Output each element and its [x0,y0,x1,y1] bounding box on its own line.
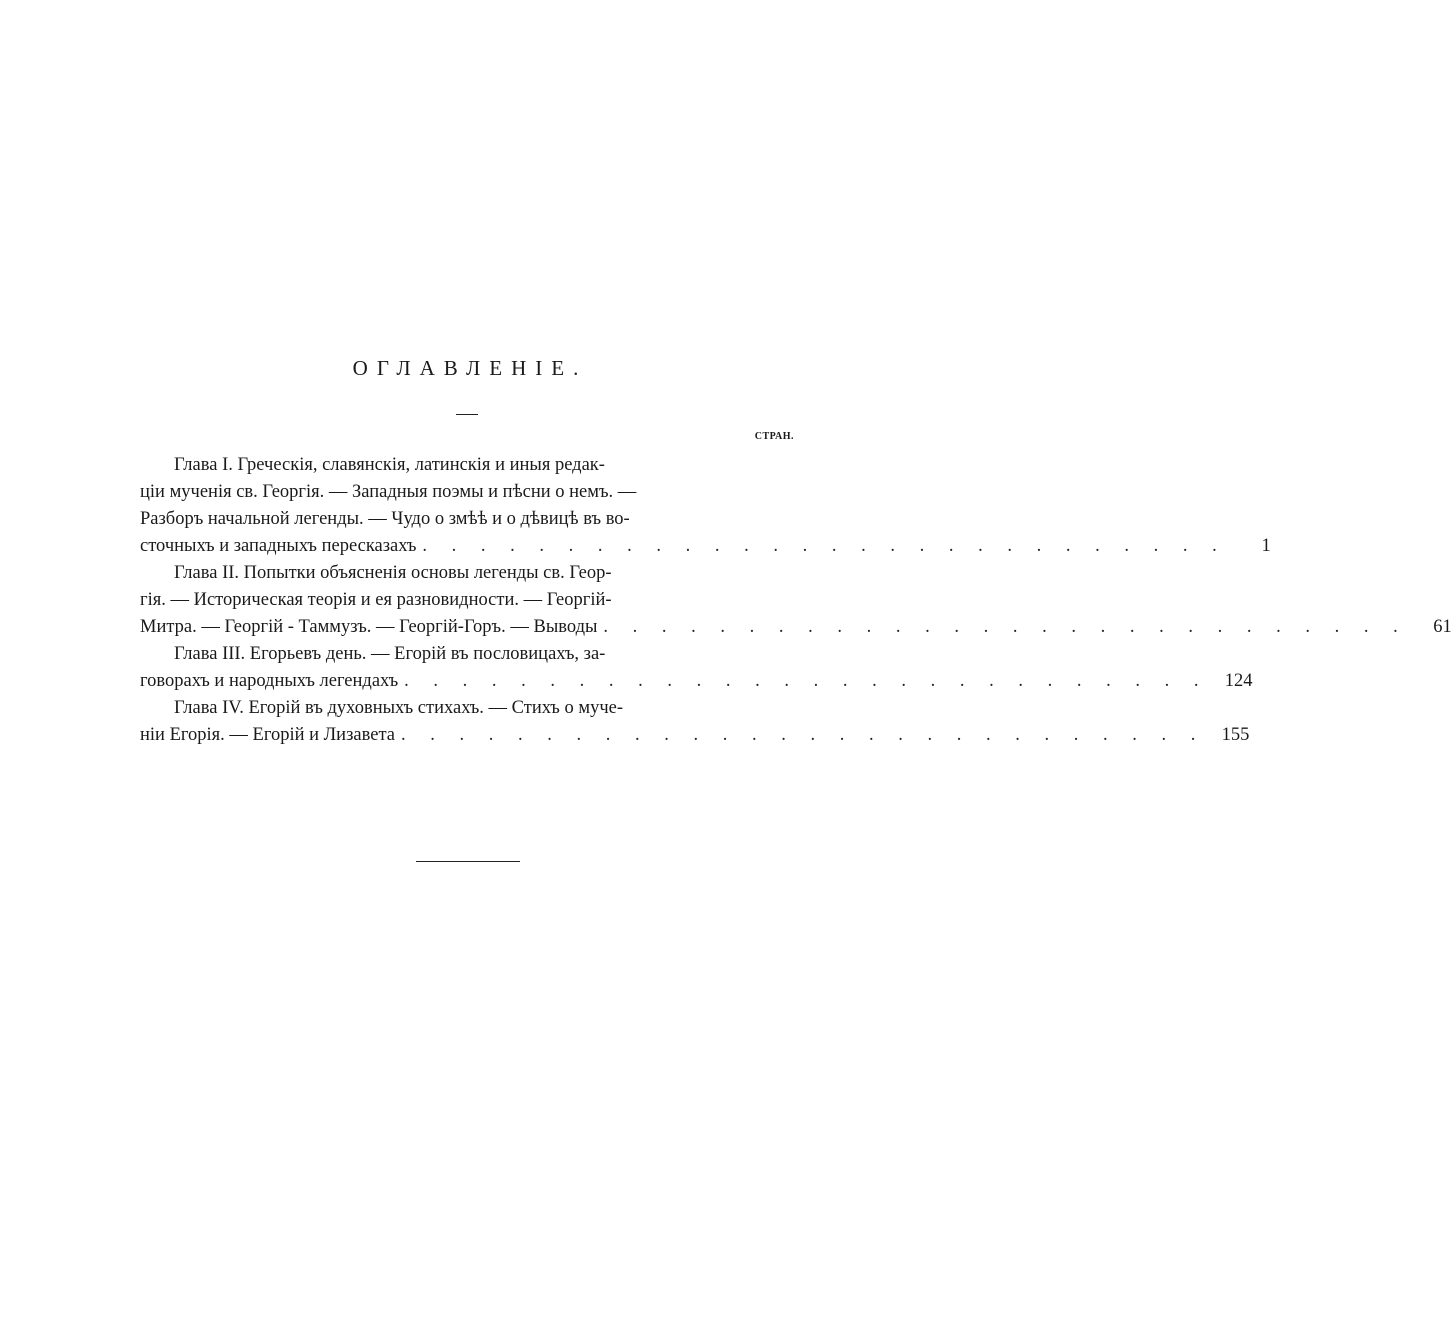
dot-leader: . . . . . . . . . . . . . . . . . . . . . . . . . . . . [422,536,1227,556]
toc-line-text: говорахъ и народныхъ легендахъ [140,671,399,691]
toc-line [140,668,1253,695]
toc-entry-chapter-2 [140,560,1452,641]
toc-entry-chapter-4 [140,695,1250,749]
page-title: ОГЛАВЛЕНІЕ. [352,356,588,380]
toc-line [140,452,746,479]
toc-line [140,560,746,587]
toc-line-text: Глава IV. Егорій въ духовныхъ стихахъ. — Стихъ о муче- [174,698,624,718]
toc-entry-chapter-3 [140,641,1253,695]
dot-leader: . . . . . . . . . . . . . . . . . . . . . . . . . . . . [400,725,1206,745]
toc-line-text: сточныхъ и западныхъ пересказахъ [140,536,417,556]
toc-line-text: Митра. — Георгій - Таммузъ. — Георгій-Горъ. — Выводы [140,617,598,637]
toc-line-text: гія. — Историческая теорія и ея разновидности. — Георгій- [140,590,612,610]
table-of-contents [140,452,1452,749]
title-divider [456,414,478,415]
toc-line [140,722,1250,749]
toc-page-number: 1 [1261,536,1271,556]
toc-line [140,506,746,533]
dot-leader: . . . . . . . . . . . . . . . . . . . . . . . . . . . . [603,617,1408,637]
toc-line-text: Глава I. Греческія, славянскія, латинскія и иныя редак- [174,455,605,475]
toc-line [140,533,1271,560]
toc-line [140,614,1452,641]
toc-line-text: ніи Егорія. — Егорій и Лизавета [140,725,395,745]
toc-page-number: 61 [1433,617,1452,637]
toc-line [140,641,746,668]
toc-line [140,695,746,722]
toc-line-text: Глава III. Егорьевъ день. — Егорій въ пословицахъ, за- [174,644,606,664]
pages-column-header: СТРАН. [754,431,794,442]
toc-line-text: ціи мученія св. Георгія. — Западныя поэмы и пѣсни о немъ. — [140,482,637,502]
toc-line-text: Разборъ начальной легенды. — Чудо о змѣѣ и о дѣвицѣ въ во- [140,509,630,529]
closing-divider [416,861,520,862]
toc-page-number: 124 [1224,671,1253,691]
toc-entry-chapter-1 [140,452,1271,560]
dot-leader: . . . . . . . . . . . . . . . . . . . . . . . . . . . . [404,671,1209,691]
toc-line [140,587,746,614]
toc-page-number: 155 [1221,725,1250,745]
toc-line-text: Глава II. Попытки объясненія основы легенды св. Геор- [174,563,612,583]
toc-line [140,479,746,506]
